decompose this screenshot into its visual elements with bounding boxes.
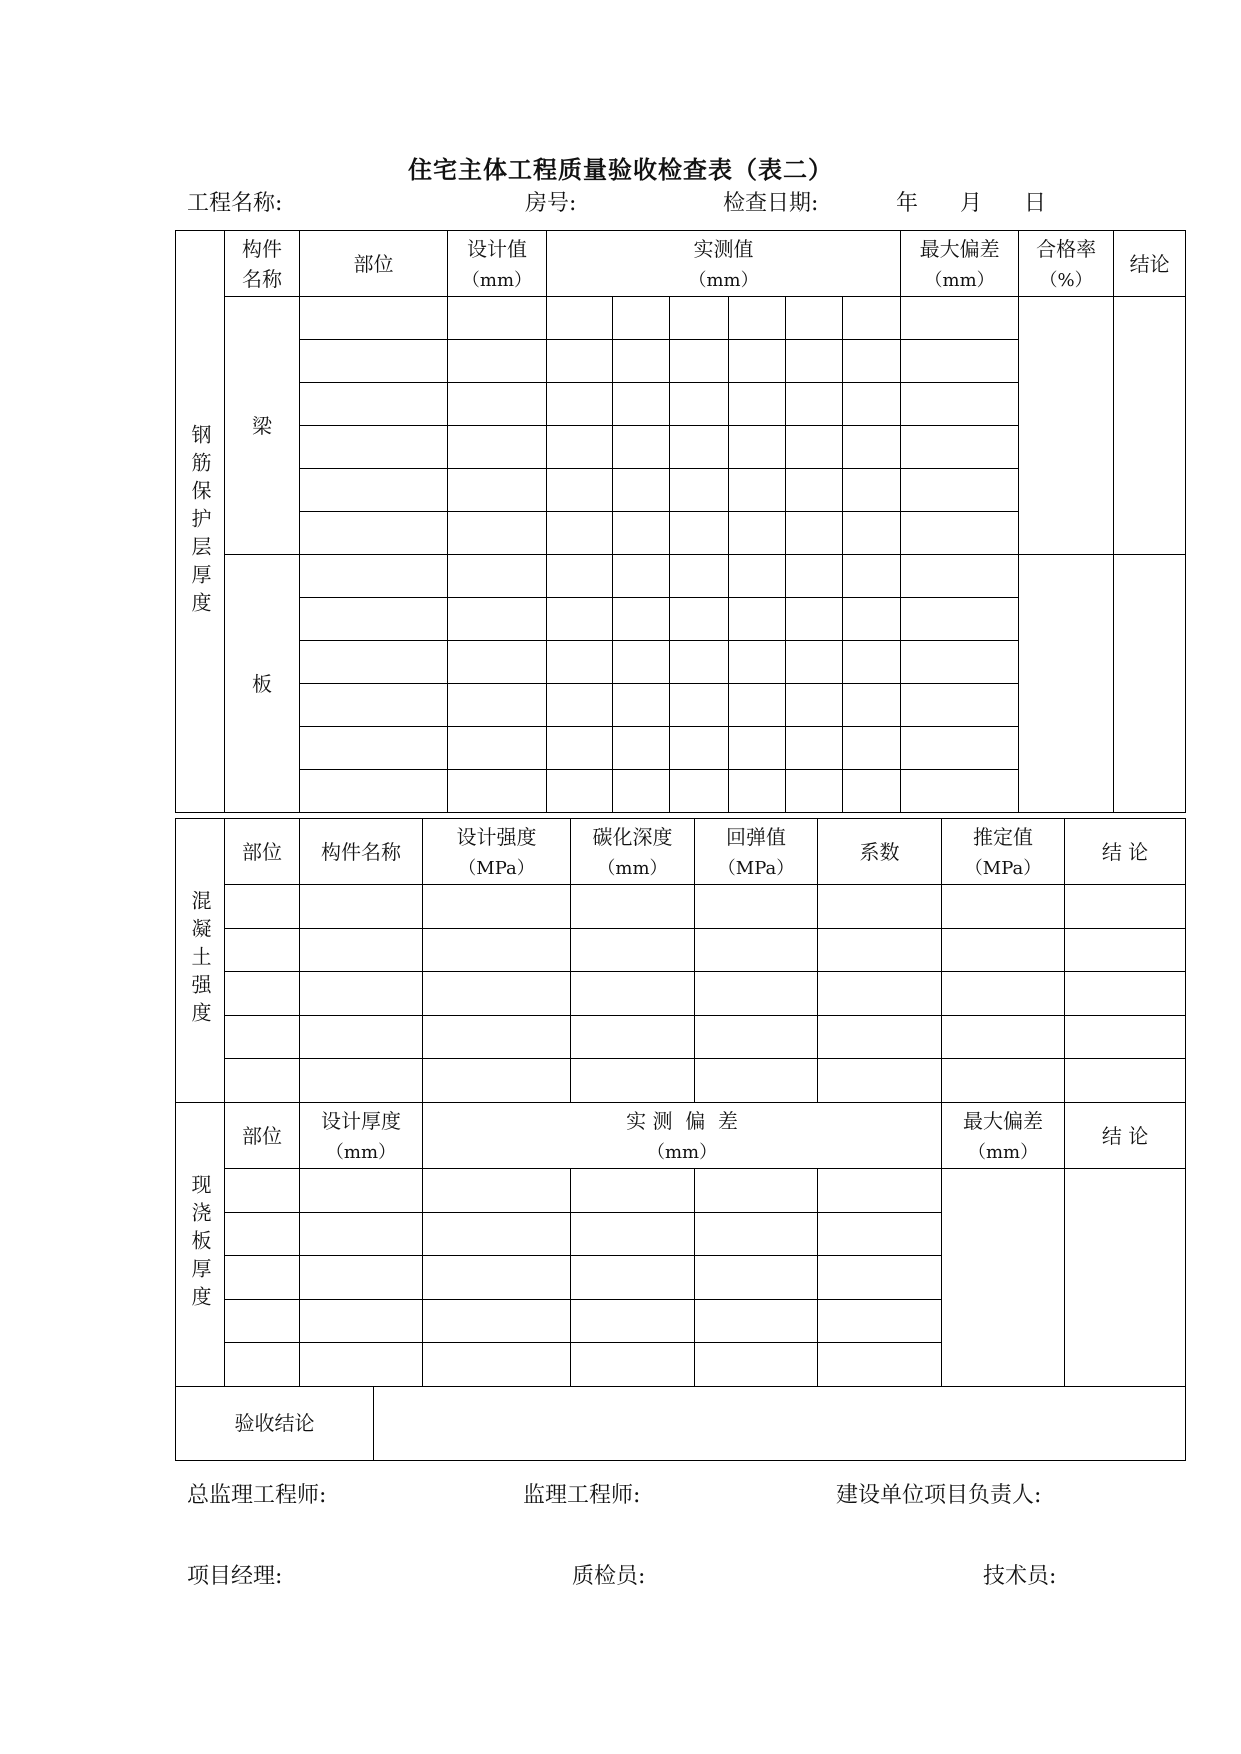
rebar-cell[interactable] — [670, 469, 729, 512]
rebar-cell[interactable] — [729, 770, 786, 813]
slab-cell[interactable] — [695, 1169, 818, 1213]
rebar-cell[interactable] — [300, 297, 448, 340]
slab-cell[interactable] — [818, 1169, 942, 1213]
day-label: 日 — [1024, 191, 1047, 216]
rebar-cell[interactable] — [448, 512, 547, 555]
rebar-cell[interactable] — [843, 555, 901, 598]
concrete-cell[interactable] — [818, 1059, 942, 1103]
rebar-cell[interactable] — [729, 469, 786, 512]
rebar-cell[interactable] — [786, 684, 843, 727]
concrete-cell[interactable] — [695, 885, 818, 929]
concrete-cell[interactable] — [1065, 972, 1186, 1016]
rebar-cell[interactable] — [547, 340, 613, 383]
supervisor-label: 监理工程师: — [523, 1483, 641, 1508]
col-rebound-value: 回弹值 （MPa） — [695, 819, 818, 885]
slab-cell[interactable] — [300, 1212, 423, 1256]
rebar-cell[interactable] — [786, 340, 843, 383]
concrete-cell[interactable] — [225, 928, 300, 972]
rebar-cell[interactable] — [613, 512, 670, 555]
rebar-cell[interactable] — [547, 598, 613, 641]
rebar-cell[interactable] — [613, 340, 670, 383]
col-conclusion: 结 论 — [1065, 819, 1186, 885]
slab-cell[interactable] — [818, 1343, 942, 1387]
rebar-cell[interactable] — [300, 727, 448, 770]
slab-cell[interactable] — [225, 1299, 300, 1343]
concrete-cell[interactable] — [1065, 928, 1186, 972]
concrete-cell[interactable] — [942, 928, 1065, 972]
rebar-cell[interactable] — [613, 426, 670, 469]
concrete-cell[interactable] — [300, 1059, 423, 1103]
rebar-cell[interactable] — [300, 383, 448, 426]
month-label: 月 — [960, 191, 983, 216]
rebar-cell[interactable] — [786, 426, 843, 469]
col-conclusion: 结 论 — [1065, 1103, 1186, 1169]
concrete-cell[interactable] — [1065, 1059, 1186, 1103]
rebar-cell[interactable] — [448, 727, 547, 770]
rebar-cell[interactable] — [786, 598, 843, 641]
rebar-cell[interactable] — [547, 641, 613, 684]
rebar-cell[interactable] — [786, 770, 843, 813]
slab-cell[interactable] — [423, 1256, 571, 1300]
date-label: 检查日期: — [723, 191, 819, 216]
concrete-cell[interactable] — [942, 1015, 1065, 1059]
rebar-cell[interactable] — [448, 641, 547, 684]
concrete-cell[interactable] — [571, 1059, 695, 1103]
rebar-cell[interactable] — [613, 770, 670, 813]
rebar-cell[interactable] — [729, 684, 786, 727]
col-design-strength: 设计强度 （MPa） — [423, 819, 571, 885]
concrete-cell[interactable] — [225, 1059, 300, 1103]
concrete-cell[interactable] — [300, 928, 423, 972]
rebar-cell[interactable] — [670, 512, 729, 555]
col-location: 部位 — [300, 231, 448, 297]
rebar-cell[interactable] — [547, 727, 613, 770]
rebar-cell[interactable] — [901, 684, 1019, 727]
rebar-cell[interactable] — [300, 469, 448, 512]
rebar-cell[interactable] — [547, 469, 613, 512]
rebar-cell[interactable] — [670, 555, 729, 598]
concrete-cell[interactable] — [695, 928, 818, 972]
rebar-cell[interactable] — [670, 383, 729, 426]
acceptance-conclusion-cell[interactable] — [374, 1386, 1186, 1460]
rebar-cell[interactable] — [613, 684, 670, 727]
project-manager-label: 项目经理: — [187, 1564, 283, 1589]
rebar-cell[interactable] — [448, 684, 547, 727]
year-label: 年 — [896, 191, 919, 216]
rebar-cell[interactable] — [300, 598, 448, 641]
col-max-deviation: 最大偏差 （mm） — [942, 1103, 1065, 1169]
rebar-cell[interactable] — [613, 469, 670, 512]
slab-cell[interactable] — [695, 1212, 818, 1256]
rebar-cell[interactable] — [547, 383, 613, 426]
rebar-cell[interactable] — [448, 598, 547, 641]
concrete-cell[interactable] — [571, 972, 695, 1016]
concrete-cell[interactable] — [300, 885, 423, 929]
rebar-cell[interactable] — [729, 426, 786, 469]
rebar-cell[interactable] — [300, 426, 448, 469]
rebar-cell[interactable] — [843, 641, 901, 684]
concrete-cell[interactable] — [571, 885, 695, 929]
slab-cell[interactable] — [423, 1169, 571, 1213]
rebar-cell[interactable] — [786, 383, 843, 426]
concrete-cell[interactable] — [225, 1015, 300, 1059]
rebar-cell[interactable] — [547, 555, 613, 598]
concrete-cell[interactable] — [1065, 885, 1186, 929]
rebar-cell[interactable] — [901, 770, 1019, 813]
slab-cell[interactable] — [300, 1343, 423, 1387]
col-component-name: 构件名称 — [300, 819, 423, 885]
rebar-cell[interactable] — [843, 469, 901, 512]
rebar-cell[interactable] — [843, 770, 901, 813]
slab-cell[interactable] — [300, 1256, 423, 1300]
rebar-cell[interactable] — [786, 727, 843, 770]
rebar-cell[interactable] — [670, 684, 729, 727]
rebar-cell[interactable] — [901, 297, 1019, 340]
concrete-cell[interactable] — [423, 1059, 571, 1103]
rebar-cell[interactable] — [729, 727, 786, 770]
slab-cell[interactable] — [571, 1299, 695, 1343]
concrete-cell[interactable] — [818, 885, 942, 929]
slab-label: 板 — [225, 555, 300, 813]
rebar-cell[interactable] — [729, 297, 786, 340]
rebar-cell[interactable] — [300, 512, 448, 555]
rebar-cell[interactable] — [786, 297, 843, 340]
rebar-cell[interactable] — [901, 426, 1019, 469]
col-location: 部位 — [225, 819, 300, 885]
col-design-value: 设计值 （mm） — [448, 231, 547, 297]
col-coefficient: 系数 — [818, 819, 942, 885]
col-carbonation-depth: 碳化深度 （mm） — [571, 819, 695, 885]
rebar-cell[interactable] — [448, 469, 547, 512]
rebar-cell[interactable] — [613, 383, 670, 426]
concrete-section-label: 混凝土强度 — [176, 819, 225, 1103]
rebar-cell[interactable] — [547, 770, 613, 813]
slab-cell[interactable] — [818, 1299, 942, 1343]
slab-cell[interactable] — [695, 1343, 818, 1387]
col-conclusion: 结论 — [1114, 231, 1186, 297]
col-design-thickness: 设计厚度 （mm） — [300, 1103, 423, 1169]
concrete-cell[interactable] — [942, 885, 1065, 929]
rebar-cell[interactable] — [613, 727, 670, 770]
owner-rep-label: 建设单位项目负责人: — [836, 1483, 1042, 1508]
rebar-cell[interactable] — [300, 641, 448, 684]
rebar-cell[interactable] — [300, 555, 448, 598]
rebar-cell[interactable] — [448, 340, 547, 383]
rebar-cell[interactable] — [670, 340, 729, 383]
rebar-cell[interactable] — [547, 512, 613, 555]
rebar-cell[interactable] — [901, 641, 1019, 684]
rebar-cell[interactable] — [448, 770, 547, 813]
rebar-cell[interactable] — [843, 297, 901, 340]
rebar-cell[interactable] — [670, 641, 729, 684]
slab-cell[interactable] — [423, 1299, 571, 1343]
concrete-cell[interactable] — [942, 1059, 1065, 1103]
rebar-cell[interactable] — [613, 555, 670, 598]
concrete-cell[interactable] — [225, 972, 300, 1016]
slab-cell[interactable] — [423, 1343, 571, 1387]
inspector-label: 质检员: — [572, 1564, 646, 1589]
rebar-cell[interactable] — [547, 684, 613, 727]
rebar-cell[interactable] — [547, 426, 613, 469]
room-label: 房号: — [525, 191, 577, 216]
rebar-cell[interactable] — [843, 727, 901, 770]
slab-cell[interactable] — [300, 1169, 423, 1213]
slab-cell[interactable] — [225, 1343, 300, 1387]
rebar-cell[interactable] — [901, 555, 1019, 598]
rebar-cell[interactable] — [901, 383, 1019, 426]
rebar-cell[interactable] — [901, 512, 1019, 555]
rebar-cell[interactable] — [843, 512, 901, 555]
slab-cell[interactable] — [571, 1169, 695, 1213]
rebar-cell[interactable] — [300, 770, 448, 813]
col-max-deviation: 最大偏差 （mm） — [901, 231, 1019, 297]
concrete-cell[interactable] — [300, 1015, 423, 1059]
rebar-cell[interactable] — [670, 426, 729, 469]
concrete-cell[interactable] — [423, 972, 571, 1016]
rebar-cell[interactable] — [547, 297, 613, 340]
concrete-cell[interactable] — [695, 1059, 818, 1103]
rebar-cell[interactable] — [613, 641, 670, 684]
cast-slab-table — [175, 1102, 1186, 1461]
rebar-cell[interactable] — [729, 512, 786, 555]
slab-max-deviation-cell[interactable] — [942, 1169, 1065, 1387]
rebar-cell[interactable] — [901, 340, 1019, 383]
rebar-cell[interactable] — [670, 727, 729, 770]
rebar-cell[interactable] — [613, 297, 670, 340]
col-measured-value: 实测值 （mm） — [547, 231, 901, 297]
concrete-cell[interactable] — [942, 972, 1065, 1016]
col-measured-deviation: 实 测 偏 差 （mm） — [423, 1103, 942, 1169]
rebar-cell[interactable] — [901, 469, 1019, 512]
beam-label: 梁 — [225, 297, 300, 555]
rebar-cell[interactable] — [786, 555, 843, 598]
rebar-cell[interactable] — [786, 641, 843, 684]
rebar-cell[interactable] — [613, 598, 670, 641]
rebar-cell[interactable] — [786, 512, 843, 555]
slab-cell[interactable] — [571, 1212, 695, 1256]
rebar-cell[interactable] — [843, 598, 901, 641]
slab-cell[interactable] — [225, 1212, 300, 1256]
rebar-cell[interactable] — [901, 598, 1019, 641]
chief-supervisor-label: 总监理工程师: — [187, 1483, 327, 1508]
rebar-cell[interactable] — [670, 770, 729, 813]
rebar-cell[interactable] — [786, 469, 843, 512]
rebar-cell[interactable] — [729, 383, 786, 426]
acceptance-label: 验收结论 — [176, 1386, 374, 1460]
castslab-section-label: 现浇板厚度 — [176, 1103, 225, 1387]
rebar-section-label: 钢筋保护层厚度 — [176, 231, 225, 813]
concrete-cell[interactable] — [300, 972, 423, 1016]
rebar-cell[interactable] — [300, 340, 448, 383]
slab-cell[interactable] — [818, 1212, 942, 1256]
rebar-cell[interactable] — [448, 426, 547, 469]
rebar-cell[interactable] — [843, 340, 901, 383]
rebar-cell[interactable] — [670, 297, 729, 340]
col-pass-rate: 合格率 （%） — [1019, 231, 1114, 297]
slab-cell[interactable] — [818, 1256, 942, 1300]
rebar-cell[interactable] — [729, 641, 786, 684]
rebar-cover-table — [175, 230, 1186, 813]
col-location: 部位 — [225, 1103, 300, 1169]
rebar-cell[interactable] — [448, 297, 547, 340]
rebar-cell[interactable] — [670, 598, 729, 641]
form-title: 住宅主体工程质量验收检查表（表二） — [408, 155, 833, 184]
slab-cell[interactable] — [571, 1256, 695, 1300]
concrete-cell[interactable] — [818, 928, 942, 972]
concrete-cell[interactable] — [571, 1015, 695, 1059]
slab-pass-rate-cell[interactable] — [1019, 555, 1114, 813]
concrete-cell[interactable] — [695, 972, 818, 1016]
concrete-cell[interactable] — [818, 1015, 942, 1059]
concrete-cell[interactable] — [818, 972, 942, 1016]
rebar-cell[interactable] — [729, 555, 786, 598]
concrete-cell[interactable] — [423, 1015, 571, 1059]
rebar-cell[interactable] — [843, 684, 901, 727]
concrete-cell[interactable] — [695, 1015, 818, 1059]
rebar-cell[interactable] — [729, 598, 786, 641]
concrete-cell[interactable] — [423, 885, 571, 929]
concrete-strength-table — [175, 818, 1186, 1103]
rebar-cell[interactable] — [300, 684, 448, 727]
slab-cell[interactable] — [695, 1256, 818, 1300]
rebar-cell[interactable] — [901, 727, 1019, 770]
slab-conclusion-cell[interactable] — [1114, 555, 1186, 813]
rebar-cell[interactable] — [448, 555, 547, 598]
col-component-name: 构件 名称 — [225, 231, 300, 297]
concrete-cell[interactable] — [423, 928, 571, 972]
slab-cell[interactable] — [300, 1299, 423, 1343]
col-estimated-value: 推定值 （MPa） — [942, 819, 1065, 885]
slab-cell[interactable] — [225, 1256, 300, 1300]
rebar-cell[interactable] — [448, 383, 547, 426]
beam-pass-rate-cell[interactable] — [1019, 297, 1114, 555]
slab-cell[interactable] — [423, 1212, 571, 1256]
slab-cell[interactable] — [695, 1299, 818, 1343]
concrete-cell[interactable] — [225, 885, 300, 929]
concrete-cell[interactable] — [1065, 1015, 1186, 1059]
slab-conclusion-cell[interactable] — [1065, 1169, 1186, 1387]
technician-label: 技术员: — [983, 1564, 1057, 1589]
rebar-cell[interactable] — [843, 426, 901, 469]
slab-cell[interactable] — [571, 1343, 695, 1387]
rebar-cell[interactable] — [843, 383, 901, 426]
concrete-cell[interactable] — [571, 928, 695, 972]
project-name-label: 工程名称: — [187, 191, 283, 216]
beam-conclusion-cell[interactable] — [1114, 297, 1186, 555]
rebar-cell[interactable] — [729, 340, 786, 383]
slab-cell[interactable] — [225, 1169, 300, 1213]
